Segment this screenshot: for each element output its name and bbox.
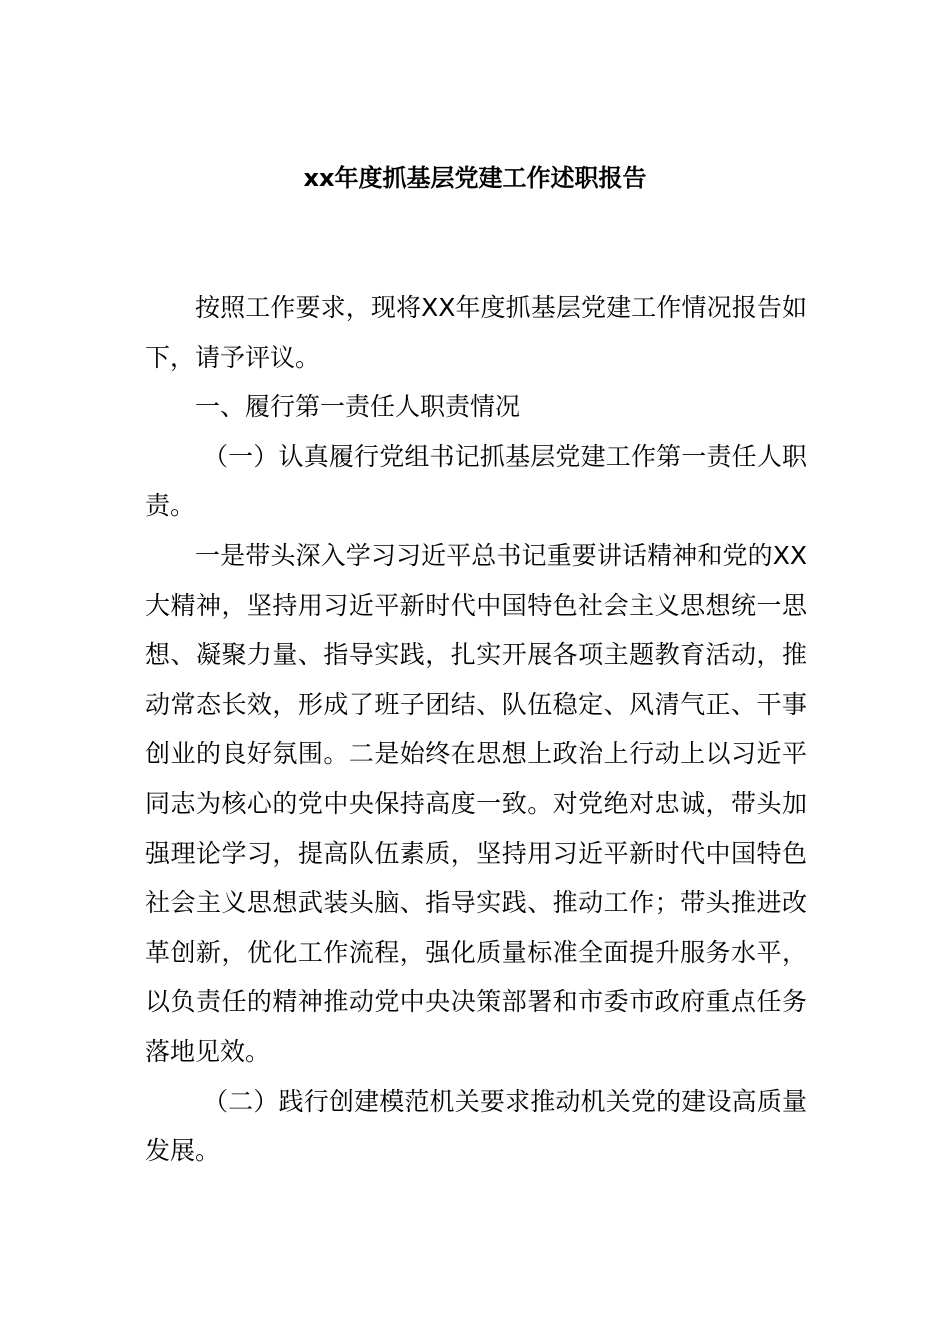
document-title: xx年度抓基层党建工作述职报告: [303, 164, 647, 192]
subsection-heading-2: （二）践行创建模范机关要求推动机关党的建设高质量发展。: [145, 1086, 807, 1166]
paragraph-body-1: 一是带头深入学习习近平总书记重要讲话精神和党的XX大精神，坚持用习近平新时代中国特色社会主义思想统一思想、凝聚力量、指导实践，扎实开展各项主题教育活动，推动常态长效，形成了班子团结、队伍稳定、风清气正、干事创业的良好氛围。二是始终在思想上政治上行动上以习近平同志为核心的党中央保持高度一致。对党绝对忠诚，带头加强理论学习，提高队伍素质，坚持用习近平新时代中国特色社会主义思想武装头脑、指导实践、推动工作；带头推进改革创新，优化工作流程，强化质量标准全面提升服务水平，以负责任的精神推动党中央决策部署和市委市政府重点任务落地见效。: [145, 540, 807, 1066]
section-heading-1: 一、履行第一责任人职责情况: [195, 392, 521, 422]
subsection-heading-1: （一）认真履行党组书记抓基层党建工作第一责任人职责。: [145, 441, 807, 521]
document-body: [145, 283, 807, 1176]
paragraph-intro: 按照工作要求，现将XX年度抓基层党建工作情况报告如下，请予评议。: [145, 293, 807, 372]
